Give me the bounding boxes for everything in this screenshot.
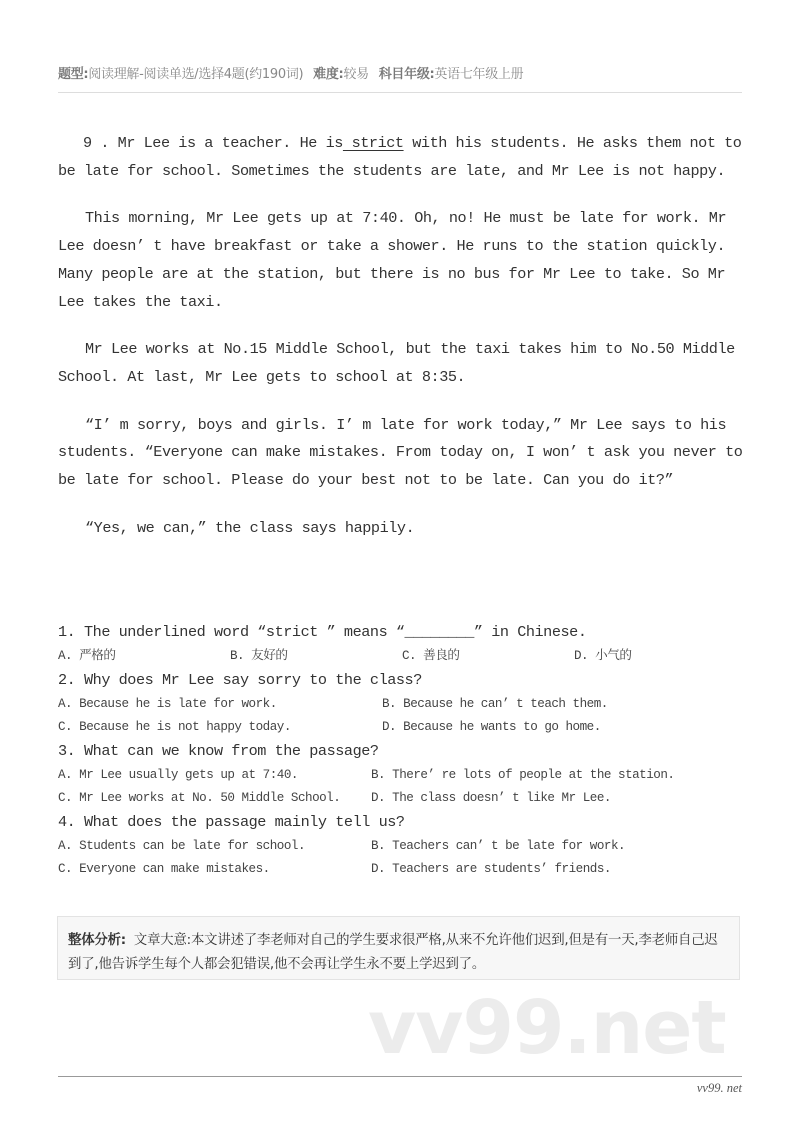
overall-analysis-box bbox=[57, 916, 740, 980]
option-a[interactable]: A. Mr Lee usually gets up at 7:40. bbox=[58, 768, 298, 782]
question-meta-bar bbox=[58, 63, 748, 82]
option-group bbox=[58, 693, 748, 739]
header-divider bbox=[58, 92, 742, 93]
passage-paragraph-4: “I’ m sorry, boys and girls. I’ m late for work today,” Mr Lee says to his students. “Everyone can make mistakes. From today on, I won’ t ask you never to be late for school. Please do your best not to be late. Can you do it?” bbox=[58, 415, 743, 490]
option-b[interactable]: B. Teachers can’ t be late for work. bbox=[371, 839, 626, 853]
option-c[interactable]: C. Because he is not happy today. bbox=[58, 720, 291, 734]
option-c[interactable]: C. Mr Lee works at No. 50 Middle School. bbox=[58, 791, 341, 805]
option-b[interactable]: B. Because he can’ t teach them. bbox=[382, 697, 608, 711]
passage-paragraph-3: Mr Lee works at No.15 Middle School, but the taxi takes him to No.50 Middle School. At last, Mr Lee gets to school at 8:35. bbox=[58, 340, 735, 386]
subject-value: 英语七年级上册 bbox=[434, 67, 524, 82]
option-group bbox=[58, 835, 748, 881]
option-a[interactable]: A. 严格的 bbox=[58, 649, 116, 663]
type-label: 题型: bbox=[58, 67, 89, 82]
footer-site-name: vv99. net bbox=[696, 1081, 742, 1095]
p1-prefix: 9 . Mr Lee is a teacher. He is bbox=[83, 134, 343, 152]
option-d[interactable]: D. The class doesn’ t like Mr Lee. bbox=[371, 791, 611, 805]
option-d[interactable]: D. 小气的 bbox=[574, 649, 632, 663]
passage-paragraph-1 bbox=[58, 130, 748, 185]
difficulty-label: 难度: bbox=[313, 67, 344, 82]
question-1 bbox=[58, 620, 748, 668]
analysis-text: 文章大意:本文讲述了李老师对自己的学生要求很严格,从来不允许他们迟到,但是有一天,李老师自己迟到了,他告诉学生每个人都会犯错误,他不会再让学生永不要上学迟到了。 bbox=[68, 933, 718, 972]
option-c[interactable]: C. Everyone can make mistakes. bbox=[58, 862, 270, 876]
p1-suffix: with his students. He asks them not to be late for school. Sometimes the students are late, and Mr Lee is not happy. bbox=[58, 134, 742, 180]
option-group bbox=[58, 764, 748, 810]
underlined-word: strict bbox=[342, 134, 404, 152]
option-b[interactable]: B. There’ re lots of people at the station. bbox=[371, 768, 675, 782]
question-stem: 3. What can we know from the passage? bbox=[58, 742, 379, 760]
option-d[interactable]: D. Because he wants to go home. bbox=[382, 720, 601, 734]
option-c[interactable]: C. 善良的 bbox=[402, 649, 460, 663]
difficulty-value: 较易 bbox=[343, 67, 369, 82]
option-d[interactable]: D. Teachers are students’ friends. bbox=[371, 862, 611, 876]
question-list bbox=[58, 620, 748, 881]
question-stem: 4. What does the passage mainly tell us? bbox=[58, 813, 405, 831]
analysis-label: 整体分析: bbox=[68, 933, 126, 948]
type-value: 阅读理解-阅读单选/选择4题(约190词) bbox=[88, 67, 304, 82]
watermark-logo: vv99.net bbox=[368, 985, 726, 1071]
question-stem: 1. The underlined word “strict ” means “________” in Chinese. bbox=[58, 623, 587, 641]
option-b[interactable]: B. 友好的 bbox=[230, 649, 288, 663]
option-a[interactable]: A. Students can be late for school. bbox=[58, 839, 306, 853]
question-4 bbox=[58, 810, 748, 881]
question-3 bbox=[58, 739, 748, 810]
footer-divider bbox=[58, 1076, 742, 1077]
subject-label: 科目年级: bbox=[378, 67, 435, 82]
question-stem: 2. Why does Mr Lee say sorry to the class? bbox=[58, 671, 422, 689]
option-a[interactable]: A. Because he is late for work. bbox=[58, 697, 277, 711]
option-group bbox=[58, 645, 748, 668]
passage-paragraph-2: This morning, Mr Lee gets up at 7:40. Oh, no! He must be late for work. Mr Lee doesn’ t have breakfast or take a shower. He runs to the station quickly. Many people are at the station, but there is no bus for Mr Lee to take. So Mr Lee takes the taxi. bbox=[58, 209, 727, 311]
passage-paragraph-5: “Yes, we can,” the class says happily. bbox=[85, 518, 415, 537]
reading-passage bbox=[58, 130, 748, 562]
question-2 bbox=[58, 668, 748, 739]
